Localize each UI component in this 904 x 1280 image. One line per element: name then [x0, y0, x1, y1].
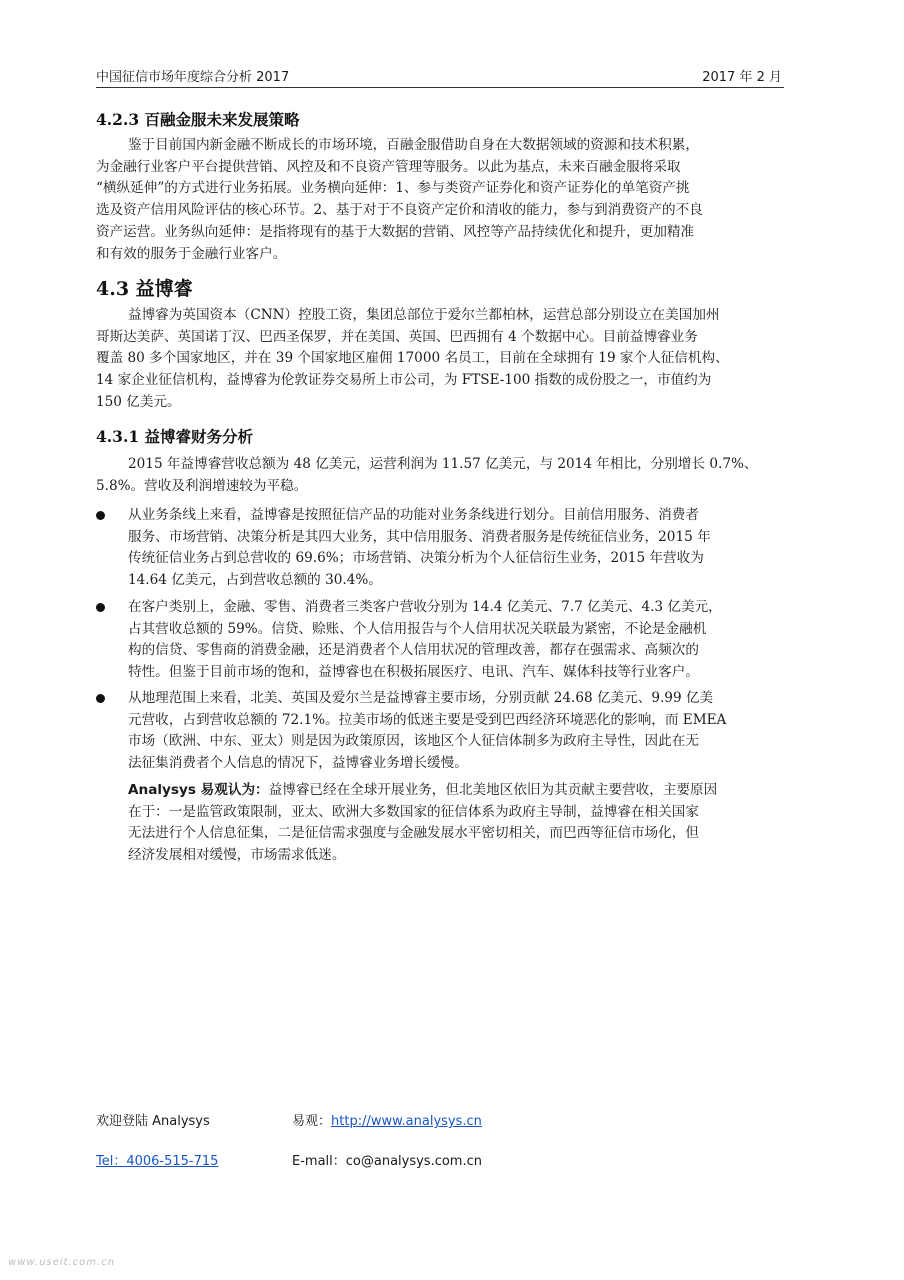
paragraph-4-3 — [96, 305, 784, 414]
section-heading-4-2-3: 4.2.3 百融金服未来发展策略 — [96, 110, 300, 129]
paragraph-line: 鉴于目前国内新金融不断成长的市场环境，百融金服借助自身在大数据领域的资源和技术积累， — [128, 137, 699, 153]
bullet-dot — [96, 694, 105, 703]
conclusion-line: 在于：一是监管政策限制，亚太、欧洲大多数国家的征信体系为政府主导制，益博睿在相关国家 — [128, 803, 699, 820]
paragraph-line: 和有效的服务于金融行业客户。 — [96, 245, 287, 262]
page-header — [96, 66, 782, 84]
bullet-line: 在客户类别上，金融、零售、消费者三类客户营收分别为 14.4 亿美元、7.7 亿美元、4.3 亿美元， — [128, 599, 722, 615]
footer-site-label: 易观： — [292, 1114, 332, 1129]
bullet-line: 14.64 亿美元，占到营收总额的 30.4%。 — [128, 572, 382, 589]
analysys-conclusion — [128, 780, 784, 867]
bullet-line: 元营收，占到营收总额的 72.1%。拉美市场的低迷主要是受到巴西经济环境恶化的影响，而 EMEA — [128, 711, 727, 728]
header-date: 2017 年 2 月 — [702, 70, 782, 85]
paragraph-line: 150 亿美元。 — [96, 393, 181, 410]
footer-tel — [96, 1150, 218, 1169]
page-footer — [96, 1110, 696, 1170]
bullet-line: 传统征信业务占到总营收的 69.6%；市场营销、决策分析为个人征信衍生业务，2015 年营收为 — [128, 550, 704, 567]
paragraph-4-3-1-intro — [96, 454, 784, 497]
conclusion-first-line: 益博睿已经在全球开展业务，但北美地区依旧为其贡献主要营收，主要原因 — [268, 782, 718, 798]
paragraph-line: 资产运营。业务纵向延伸：是指将现有的基于大数据的营销、风控等产品持续优化和提升，更加精准 — [96, 223, 695, 240]
bullet-line: 市场（欧洲、中东、亚太）则是因为政策原因，该地区个人征信体制多为政府主导性，因此在无 — [128, 733, 699, 750]
paragraph-line: 5.8%。营收及利润增速较为平稳。 — [96, 477, 308, 494]
bullet-line: 服务、市场营销、决策分析是其四大业务，其中信用服务、消费者服务是传统征信业务，2015 年 — [128, 528, 711, 545]
paragraph-4-2-3 — [96, 135, 784, 265]
conclusion-line: 经济发展相对缓慢，市场需求低迷。 — [128, 847, 346, 864]
section-heading-4-3-1: 4.3.1 益博睿财务分析 — [96, 427, 254, 446]
bullet-line: 法征集消费者个人信息的情况下，益博睿业务增长缓慢。 — [128, 755, 468, 772]
bullet-line: 从地理范围上来看，北美、英国及爱尔兰是益博睿主要市场，分别贡献 24.68 亿美元、9.99 亿美 — [128, 690, 714, 706]
paragraph-line: 14 家企业征信机构，益博睿为伦敦证券交易所上市公司，为 FTSE-100 指数的成份股之一，市值约为 — [96, 372, 712, 389]
footer-site-link[interactable]: http://www.analysys.cn — [331, 1114, 482, 1129]
bullet-line: 从业务条线上来看，益博睿是按照征信产品的功能对业务条线进行划分。目前信用服务、消费者 — [128, 507, 699, 523]
paragraph-line: 为金融行业客户平台提供营销、风控及和不良资产管理等服务。以此为基点，未来百融金服将采取 — [96, 158, 681, 175]
paragraph-line: 覆盖 80 多个国家地区，并在 39 个国家地区雇佣 17000 名员工，目前在全球拥有 19 家个人征信机构、 — [96, 350, 729, 367]
paragraph-line: 2015 年益博睿营收总额为 48 亿美元，运营利润为 11.57 亿美元，与 2014 年相比，分别增长 0.7%、 — [128, 456, 758, 472]
header-divider — [96, 87, 784, 88]
paragraph-line: 选及资产信用风险评估的核心环节。2、基于对于不良资产定价和清收的能力，参与到消费资产的不良 — [96, 202, 703, 219]
paragraph-line: 益博睿为英国资本（CNN）控股工资，集团总部位于爱尔兰都柏林，运营总部分别设立在美国加州 — [128, 307, 720, 323]
watermark: www.useit.com.cn — [8, 1257, 116, 1268]
footer-tel-link[interactable]: Tel：4006-515-715 — [96, 1154, 219, 1169]
paragraph-line: “横纵延伸”的方式进行业务拓展。业务横向延伸：1、参与类资产证券化和资产证券化的单笔资产挑 — [96, 180, 690, 197]
bullet-line: 特性。但鉴于目前市场的饱和，益博睿也在积极拓展医疗、电讯、汽车、媒体科技等行业客户。 — [128, 664, 699, 681]
footer-email: E-mall：co@analysys.com.cn — [292, 1154, 482, 1169]
footer-site — [292, 1110, 482, 1129]
footer-welcome: 欢迎登陆 Analysys — [96, 1114, 210, 1129]
bullet-dot — [96, 511, 105, 520]
bullet-line: 构的信贷、零售商的消费金融，还是消费者个人信用状况的管理改善，都存在强需求、高频次的 — [128, 642, 699, 659]
section-heading-4-3: 4.3 益博睿 — [96, 278, 193, 300]
paragraph-line: 哥斯达美萨、英国诺丁汉、巴西圣保罗，并在美国、英国、巴西拥有 4 个数据中心。目前益博睿业务 — [96, 328, 698, 345]
conclusion-lead: Analysys 易观认为： — [128, 782, 269, 798]
bullet-dot — [96, 603, 105, 612]
bullet-line: 占其营收总额的 59%。信贷、赊账、个人信用报告与个人信用状况关联最为紧密，不论是金融机 — [128, 620, 707, 637]
header-title: 中国征信市场年度综合分析 2017 — [96, 70, 290, 85]
conclusion-line: 无法进行个人信息征集，二是征信需求强度与金融发展水平密切相关，而巴西等征信市场化，但 — [128, 825, 699, 842]
